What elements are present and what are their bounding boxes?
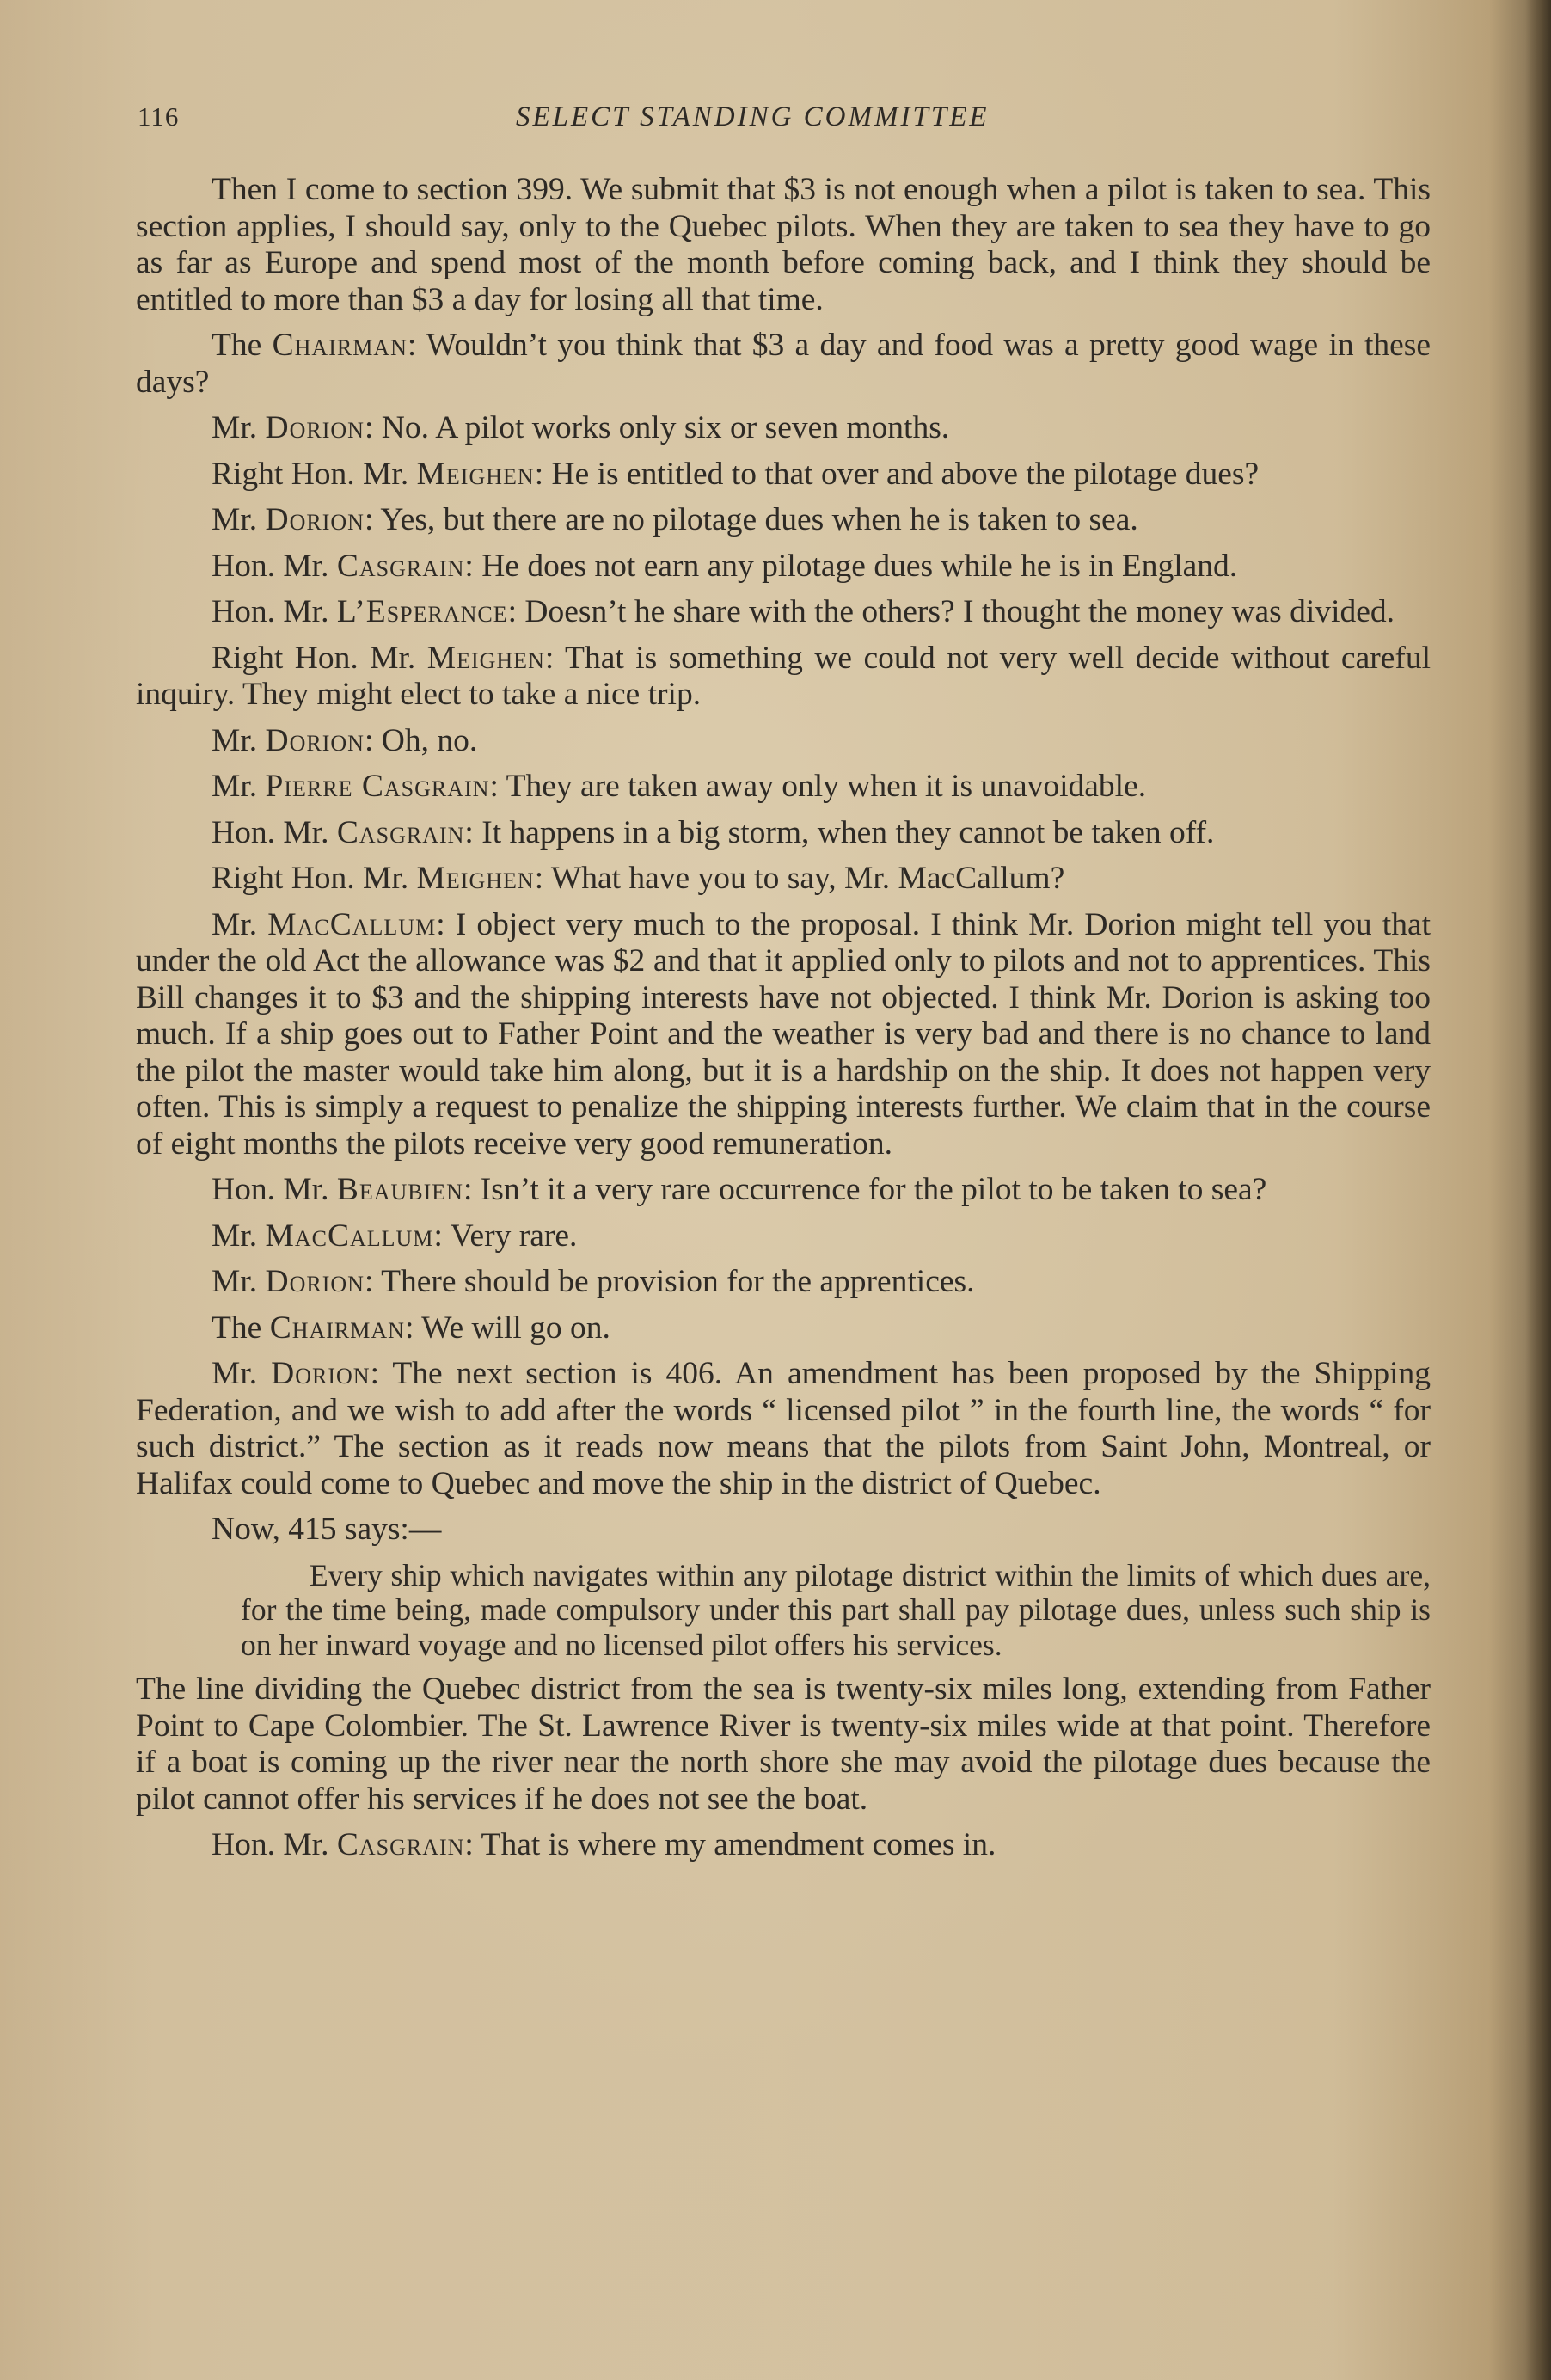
continuation-paragraph: The line dividing the Quebec district from the sea is twenty-six miles long, extending from Father Point to Cape Colombier. The St. Lawrence River is twenty-six miles wide at that point. Therefore if a boat is coming up the river near the north shore she may avoid the pilotage dues because the pilot cannot offer his services if he does not see the boat. <box>136 1672 1431 1817</box>
speaker-name: L’Esperance <box>336 594 508 629</box>
speaker-name: Casgrain <box>336 1827 465 1862</box>
paragraph: Mr. MacCallum: Very rare. <box>212 1218 578 1254</box>
speaker-name: Meighen <box>416 456 535 492</box>
speaker-name: Meighen <box>426 640 545 676</box>
page-number: 116 <box>138 101 180 132</box>
speaker-name: MacCallum <box>267 906 437 942</box>
paragraph: Then I come to section 399. We submit that $3 is not enough when a pilot is taken to sea. This section applies, I should say, only to the Quebec pilots. When they are taken to sea they have to go as far as Europe and spend most of the month before coming back, and I think they should be entitled to more than $3 a day for losing all that time. <box>136 172 1431 317</box>
page-header <box>138 101 1427 153</box>
paragraph: Mr. Dorion: Yes, but there are no pilotage dues when he is taken to sea. <box>212 502 1138 537</box>
paragraph: Right Hon. Mr. Meighen: That is something we could not very well decide without careful inquiry. They might elect to take a nice trip. <box>136 640 1431 712</box>
speaker-name: Meighen <box>416 861 535 896</box>
speaker-name: Casgrain <box>336 548 465 584</box>
paragraph: The Chairman: We will go on. <box>212 1310 610 1346</box>
paragraph: Mr. Dorion: No. A pilot works only six or seven months. <box>212 410 950 445</box>
paragraph: Right Hon. Mr. Meighen: What have you to say, Mr. MacCallum? <box>212 861 1065 896</box>
speaker-name: Pierre Casgrain <box>265 769 490 804</box>
speaker-name: Dorion <box>271 1356 371 1391</box>
paragraph: Hon. Mr. Casgrain: He does not earn any pilotage dues while he is in England. <box>212 548 1238 584</box>
paragraph: Mr. MacCallum: I object very much to the proposal. I think Mr. Dorion might tell you that under the old Act the allowance was $2 and that it applied only to pilots and not to apprentices. This Bill changes it to $3 and the shipping interests have not objected. I think Mr. Dorion is asking too much. If a ship goes out to Father Point and the weather is very bad and there is no chance to land the pilot the master would take him along, but it is a hardship on the ship. It does not happen very often. This is simply a request to penalize the shipping interests further. We claim that in the course of eight months the pilots receive very good remuneration. <box>136 906 1431 1162</box>
speaker-name: Dorion <box>265 1264 365 1299</box>
paragraph: Mr. Dorion: There should be provision for the apprentices. <box>212 1264 975 1299</box>
paragraph: Mr. Pierre Casgrain: They are taken away only when it is unavoidable. <box>212 769 1147 804</box>
body-text <box>136 172 1431 1874</box>
speaker-name: Beaubien <box>336 1172 463 1207</box>
paragraph: Hon. Mr. Casgrain: That is where my amendment comes in. <box>212 1827 996 1862</box>
speaker-name: Dorion <box>265 502 365 537</box>
paragraph: Now, 415 says:— <box>212 1512 442 1547</box>
speaker-name: Dorion <box>265 722 365 758</box>
paragraph: Mr. Dorion: Oh, no. <box>212 722 478 758</box>
paragraph: Hon. Mr. L’Esperance: Doesn’t he share with the others? I thought the money was divided. <box>212 594 1395 629</box>
paragraph: Hon. Mr. Casgrain: It happens in a big storm, when they cannot be taken off. <box>212 814 1215 850</box>
paragraph: Hon. Mr. Beaubien: Isn’t it a very rare occurrence for the pilot to be taken to sea? <box>212 1172 1267 1207</box>
speaker-name: Dorion <box>265 410 365 445</box>
speaker-name: Chairman <box>272 328 408 363</box>
speaker-name: MacCallum <box>265 1218 434 1254</box>
speaker-name: Chairman <box>269 1310 405 1346</box>
running-head: SELECT STANDING COMMITTEE <box>516 101 990 132</box>
paragraph: Right Hon. Mr. Meighen: He is entitled to that over and above the pilotage dues? <box>212 456 1260 492</box>
statute-quote: Every ship which navigates within any pilotage district within the limits of which dues are, for the time being, made compulsory under this part shall pay pilotage dues, unless such ship is on her inward voyage and no licensed pilot offers his services. <box>241 1557 1431 1662</box>
paragraph: The Chairman: Wouldn’t you think that $3 a day and food was a pretty good wage in these days? <box>136 328 1431 400</box>
speaker-name: Casgrain <box>336 814 465 850</box>
page-edge-shadow <box>1525 0 1551 2380</box>
paragraph: Mr. Dorion: The next section is 406. An amendment has been proposed by the Shipping Federation, and we wish to add after the words “ licensed pilot ” in the fourth line, the words “ for such district.” The section as it reads now means that the pilots from Saint John, Montreal, or Halifax could come to Quebec and move the ship in the district of Quebec. <box>136 1356 1431 1501</box>
